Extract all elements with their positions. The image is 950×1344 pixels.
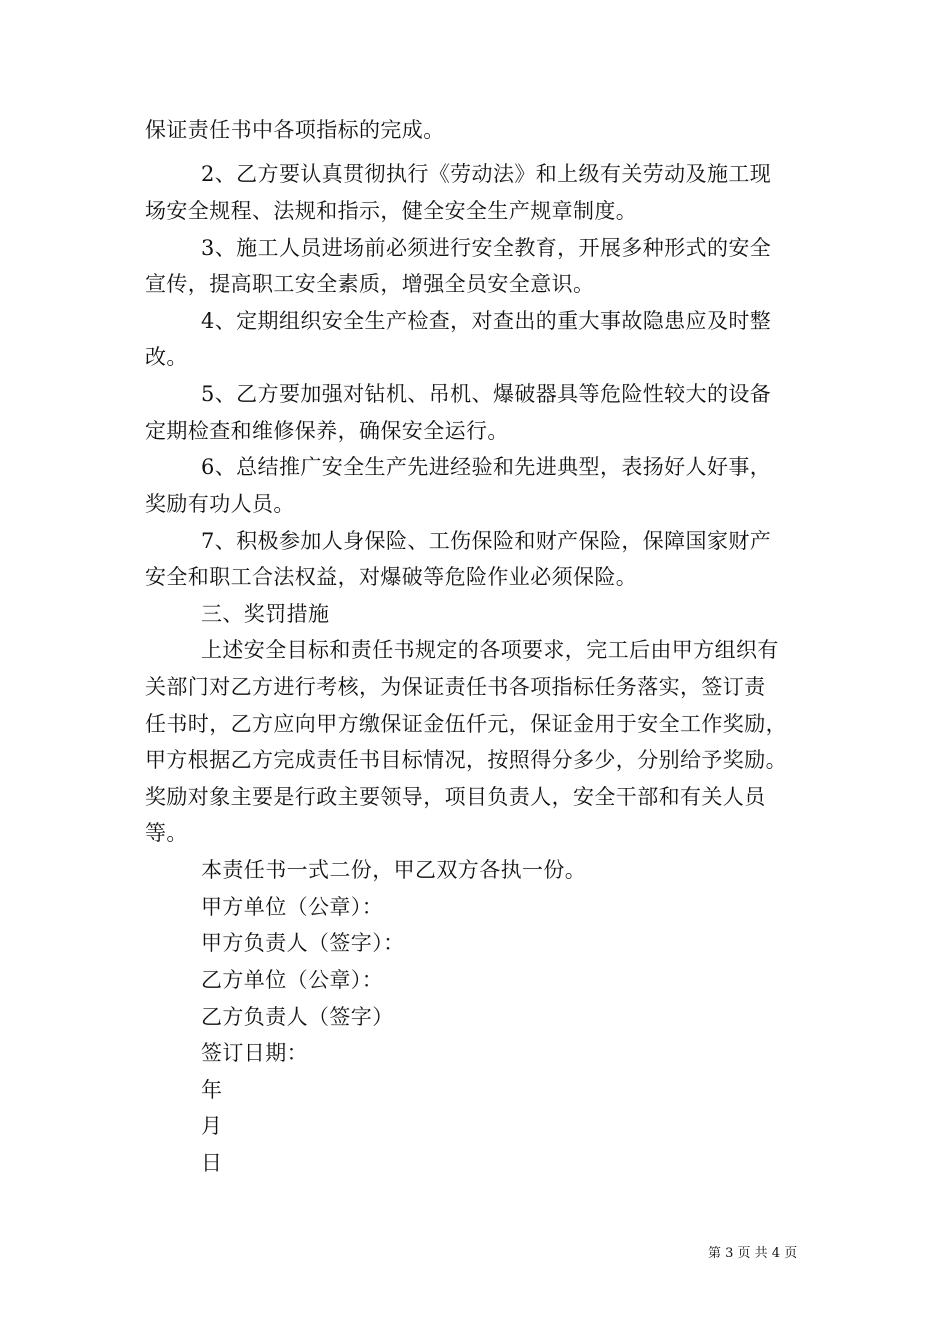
paragraph-line: 关部门对乙方进行考核，为保证责任书各项指标任务落实，签订责 [145,675,766,699]
date-month-label: 月 [201,1114,223,1138]
section-heading: 三、奖罚措施 [201,602,330,626]
paragraph-line: 奖励对象主要是行政主要领导，项目负责人，安全干部和有关人员 [145,785,766,809]
paragraph-line: 7、积极参加人身保险、工伤保险和财产保险，保障国家财产 [201,529,772,553]
date-year-label: 年 [201,1078,223,1102]
paragraph-line: 4、定期组织安全生产检查，对查出的重大事故隐患应及时整 [201,309,772,333]
paragraph-line: 保证责任书中各项指标的完成。 [145,118,445,142]
paragraph-line: 2、乙方要认真贯彻执行《劳动法》和上级有关劳动及施工现 [201,162,772,186]
paragraph-line: 安全和职工合法权益，对爆破等危险作业必须保险。 [145,565,638,589]
signature-field-label: 甲方单位（公章）： [201,895,384,919]
paragraph-line: 3、施工人员进场前必须进行安全教育，开展多种形式的安全 [201,236,772,260]
signature-field-label: 乙方单位（公章）： [201,968,384,992]
paragraph-line: 本责任书一式二份，甲乙双方各执一份。 [201,858,587,882]
signature-field-label: 乙方负责人（签字） [201,1005,394,1029]
paragraph-line: 甲方根据乙方完成责任书目标情况，按照得分多少，分别给予奖励。 [145,748,787,772]
paragraph-line: 5、乙方要加强对钻机、吊机、爆破器具等危险性较大的设备 [201,382,772,406]
page-number-footer: 第 3 页 共 4 页 [708,1246,798,1261]
paragraph-line: 定期检查和维修保养，确保安全运行。 [145,419,509,443]
signature-field-label: 甲方负责人（签字）： [201,931,405,955]
paragraph-line: 任书时，乙方应向甲方缴保证金伍仟元，保证金用于安全工作奖励， [145,712,787,736]
paragraph-line: 改。 [145,345,188,369]
paragraph-line: 奖励有功人员。 [145,492,295,516]
paragraph-line: 6、总结推广安全生产先进经验和先进典型，表扬好人好事， [201,455,772,479]
date-field-label: 签订日期： [201,1041,308,1065]
paragraph-line: 宣传，提高职工安全素质，增强全员安全意识。 [145,272,595,296]
paragraph-line: 场安全规程、法规和指示，健全安全生产规章制度。 [145,199,638,223]
paragraph-line: 上述安全目标和责任书规定的各项要求，完工后由甲方组织有 [201,638,779,662]
paragraph-line: 等。 [145,821,188,845]
date-day-label: 日 [201,1151,223,1175]
